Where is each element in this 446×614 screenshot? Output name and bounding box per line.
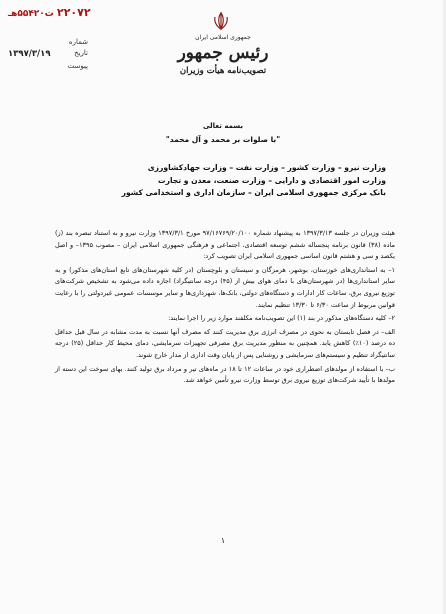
page-number: ۱ bbox=[220, 536, 226, 545]
clause-2a-paragraph: الف– در فصل تابستان به نحوی در مصرف انرژی برق مدیریت کنند که مصرف آنها نسبت به مدت مشابه در سال قبل حداقل ده درصد (۱۰٪) کاهش یابد. همچنین به منظور مدیریت برق مصرفی تجهیزات سرمایشی، دمای محیط کار حداقل (۲۵) درجه سانتیگراد تنظیم و سیستم‌های سرمایشی و روشنایی پس از پایان وقت اداری از مدار خارج شوند. bbox=[55, 327, 396, 359]
clause-1-paragraph: ۱– به استانداری‌های خوزستان، بوشهر، هرمزگان و سیستان و بلوچستان (در کلیه شهرستان‌های تابع استان‌های مذکور) و به سایر استانداری‌ها (در شهرستان‌های با دمای هوای بیش از (۴۵) درجه سانتیگراد) اجازه داده می‌شود به تشخیص شرکت‌های توزیع نیروی برق، ساعات کار ادارات و دستگاه‌های دولتی، بانک‌ها، شهرداری‌ها و سایر موسسات عمومی غیردولتی را با رعایت قوانین مربوط از ساعت ۶/۳۰ تا ۱۳/۳۰ تنظیم نمایند. bbox=[55, 265, 396, 309]
decree-body bbox=[55, 228, 395, 387]
reference-number-main: ۲۲۰۷۲ bbox=[56, 6, 91, 19]
meta-date-value: ۱۳۹۷/۳/۱۹ bbox=[8, 49, 51, 59]
meta-date-label: تاریخ bbox=[74, 49, 88, 57]
preamble-paragraph: هیئت وزیران در جلسه ۱۳۹۷/۳/۱۳ به پیشنهاد شماره ۹۷/۱۶۷۶۹/۲۰/۱۰۰ مورخ ۱۳۹۷/۳/۱ وزارت نیرو و به استناد تبصره بند (ز) ماده (۳۸) قانون برنامه پنجساله ششم توسعه اقتصادی، اجتماعی و فرهنگی جمهوری اسلامی ایران – مصوب ۱۳۹۵– و اصل یکصد و سی و هشتم قانون اساسی جمهوری اسلامی ایران تصویب کرد: bbox=[55, 229, 395, 261]
government-name: جمهوری اسلامی ایران bbox=[195, 34, 251, 41]
addressee-line: وزارت امور اقتصادی و دارایی – وزارت صنعت، معدن و تجارت bbox=[157, 175, 386, 185]
clause-2-paragraph: ۲– کلیه دستگاه‌های مذکور در بند (۱) این تصویب‌نامه مکلفند موارد زیر را اجرا نمایند: bbox=[168, 314, 395, 323]
addressee-line: بانک مرکزی جمهوری اسلامی ایران – سازمان اداری و استخدامی کشور bbox=[121, 188, 386, 197]
reference-number bbox=[8, 6, 91, 19]
reference-code: ت۵۵۴۲۰هـ bbox=[8, 9, 54, 19]
letter-meta bbox=[8, 38, 88, 73]
meta-date-row bbox=[8, 49, 88, 59]
addressee-line: وزارت نیرو – وزارت کشور – وزارت نفت – وزارت جهادکشاورزی bbox=[147, 163, 386, 172]
clause-2b-paragraph: ب– با استفاده از مولدهای اضطراری خود در ساعات ۱۲ تا ۱۸ در ماه‌های تیر و مرداد برق تولید کنند. بهای سوخت این دسته از مولدها با تأیید شرکت‌های توزیع نیروی برق توسط وزارت نیرو تأمین خواهد شد. bbox=[55, 364, 396, 385]
iran-emblem-icon bbox=[210, 10, 232, 32]
meta-attachment-row bbox=[8, 62, 88, 70]
letterhead bbox=[168, 34, 278, 76]
basmala: بسمه تعالی bbox=[202, 122, 244, 130]
meta-number-label: شماره bbox=[68, 38, 88, 46]
meta-attachment-label: پیوست bbox=[67, 62, 88, 70]
addressee-list bbox=[122, 162, 386, 200]
president-title: رئیس جمهور bbox=[177, 43, 269, 63]
meta-number-row bbox=[8, 38, 88, 46]
salawat: "با صلوات بر محمد و آل محمد" bbox=[165, 135, 281, 144]
cabinet-title: تصویب‌نامه هیأت وزیران bbox=[179, 66, 267, 76]
